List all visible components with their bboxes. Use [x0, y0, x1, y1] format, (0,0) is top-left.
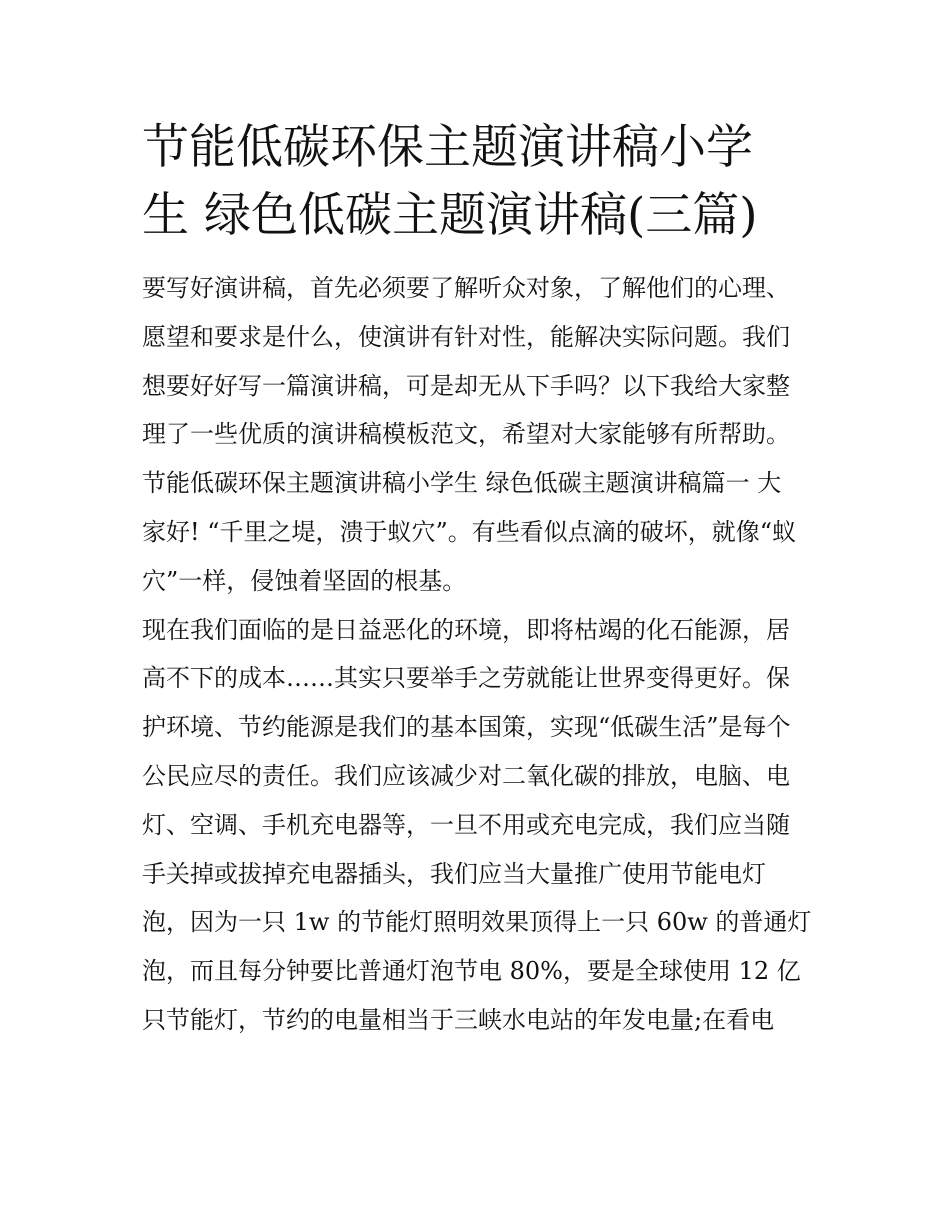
text-line: 家好! “千里之堤，溃于蚁穴”。有些看似点滴的破坏，就像“蚁: [142, 517, 797, 546]
text-line: 泡，而且每分钟要比普通灯泡节电 80%，要是全球使用 12 亿: [142, 957, 801, 986]
text-line: 公民应尽的责任。我们应该减少对二氧化碳的排放，电脑、电: [142, 761, 790, 790]
text-line: 高不下的成本……其实只要举手之劳就能让世界变得更好。保: [142, 664, 790, 693]
document-body: [142, 264, 814, 1045]
text-line: 想要好好写一篇演讲稿，可是却无从下手吗？以下我给大家整: [142, 371, 790, 400]
text-line: 只节能灯，节约的电量相当于三峡水电站的年发电量;在看电: [142, 1005, 775, 1034]
title-line-1: 节能低碳环保主题演讲稿小学: [142, 120, 753, 175]
paragraph-intro: [142, 264, 814, 606]
text-line: 要写好演讲稿，首先必须要了解听众对象，了解他们的心理、: [142, 274, 790, 302]
text-line: 灯、空调、手机充电器等，一旦不用或充电完成，我们应当随: [142, 810, 790, 839]
text-line: 理了一些优质的演讲稿模板范文，希望对大家能够有所帮助。: [142, 420, 790, 449]
text-line: 手关掉或拔掉充电器插头，我们应当大量推广使用节能电灯: [142, 859, 766, 888]
document-page: [142, 114, 814, 1045]
text-line: 节能低碳环保主题演讲稿小学生 绿色低碳主题演讲稿篇一 大: [142, 469, 782, 498]
text-line: 穴”一样，侵蚀着坚固的根基。: [142, 566, 467, 595]
document-title: [142, 114, 814, 250]
text-line: 愿望和要求是什么，使演讲有针对性，能解决实际问题。我们: [142, 322, 790, 351]
text-line: 泡，因为一只 1w 的节能灯照明效果顶得上一只 60w 的普通灯: [142, 908, 812, 937]
paragraph-main: [142, 606, 814, 1045]
text-line: 现在我们面临的是日益恶化的环境，即将枯竭的化石能源，居: [142, 615, 790, 644]
title-line-2: 生 绿色低碳主题演讲稿(三篇): [142, 188, 758, 243]
text-line: 护环境、节约能源是我们的基本国策，实现“低碳生活”是每个: [142, 713, 791, 742]
